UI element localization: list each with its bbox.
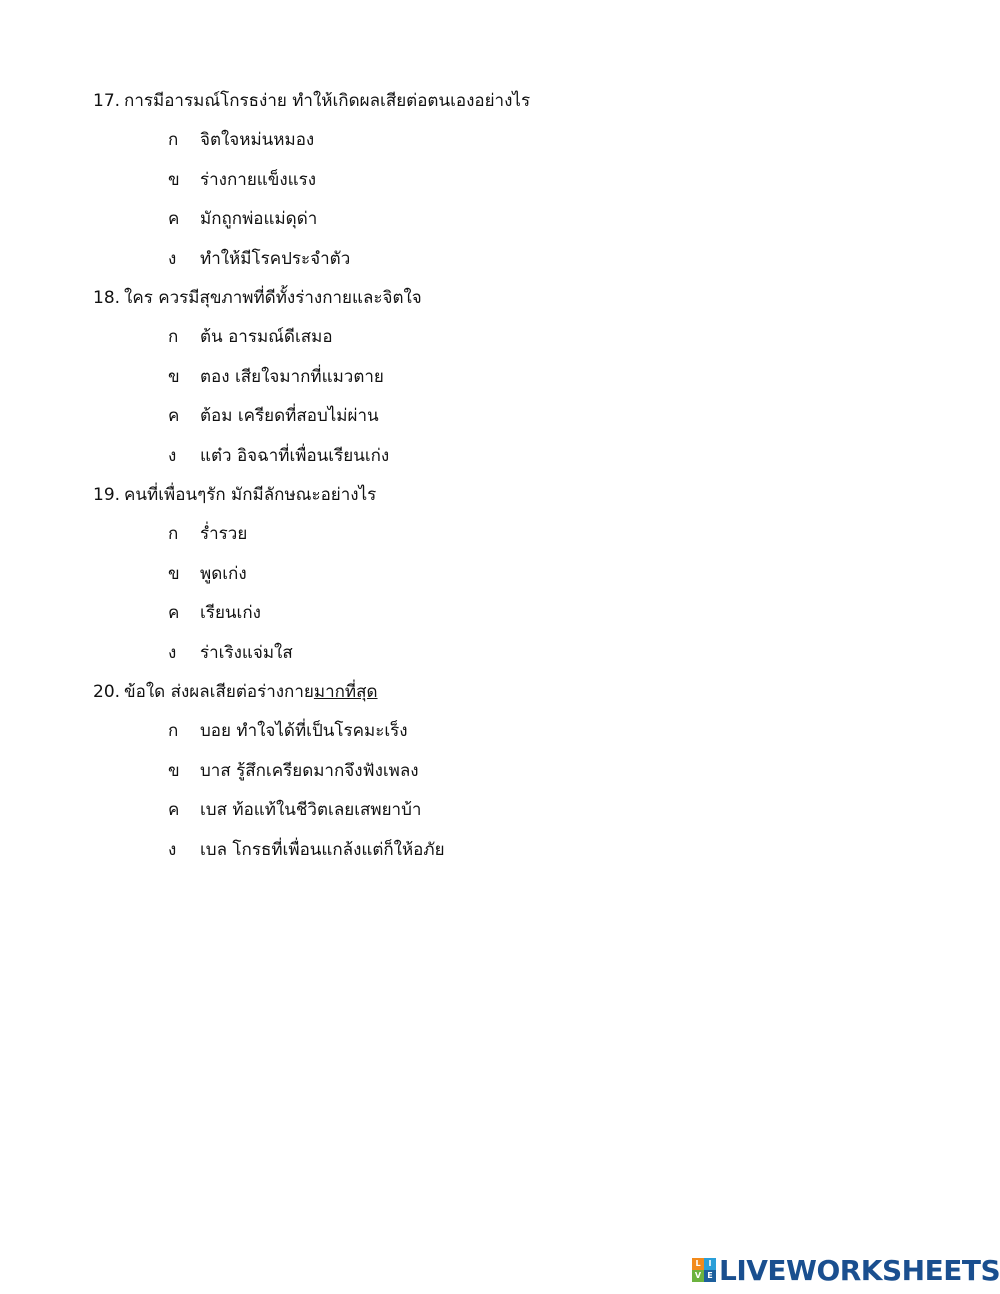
question-number: 19.: [93, 485, 121, 505]
question-19: [93, 483, 376, 507]
option-text: ร่ำรวย: [200, 524, 248, 544]
option-text: ร่างกายแข็งแรง: [200, 170, 317, 190]
option-text: มักถูกพ่อแม่ดุด่า: [200, 209, 318, 229]
question-17-option-b[interactable]: [168, 168, 316, 192]
question-19-option-a[interactable]: [168, 522, 247, 546]
question-18-option-d[interactable]: [168, 444, 389, 468]
option-letter: ง: [168, 643, 177, 663]
option-letter: ค: [168, 406, 180, 426]
option-text: แต๋ว อิจฉาที่เพื่อนเรียนเก่ง: [200, 446, 390, 466]
logo-mark-letter: I: [704, 1258, 716, 1270]
question-17-option-c[interactable]: [168, 207, 317, 231]
option-letter: ง: [168, 840, 177, 860]
question-18-option-a[interactable]: [168, 325, 333, 349]
liveworksheets-logo-icon: [692, 1258, 716, 1282]
question-text-emphasis: มากที่สุด: [313, 682, 378, 702]
question-18-option-b[interactable]: [168, 365, 384, 389]
question-20: [93, 680, 378, 704]
question-17-option-a[interactable]: [168, 128, 314, 152]
question-number: 18.: [93, 288, 121, 308]
option-letter: ข: [168, 367, 180, 387]
option-letter: ข: [168, 170, 180, 190]
question-19-option-b[interactable]: [168, 562, 247, 586]
question-19-option-d[interactable]: [168, 641, 293, 665]
option-letter: ก: [168, 327, 179, 347]
option-letter: ค: [168, 209, 180, 229]
question-number: 17.: [93, 91, 121, 111]
option-letter: ข: [168, 564, 180, 584]
option-text: ทำให้มีโรคประจำตัว: [200, 249, 351, 269]
option-text: เบล โกรธที่เพื่อนแกล้งแต่ก็ให้อภัย: [200, 840, 445, 860]
option-text: บาส รู้สึกเครียดมากจึงฟังเพลง: [200, 761, 419, 781]
option-letter: ก: [168, 130, 179, 150]
option-text: ร่าเริงแจ่มใส: [200, 643, 293, 663]
liveworksheets-logo: [692, 1253, 1000, 1287]
question-20-option-d[interactable]: [168, 838, 445, 862]
option-letter: ง: [168, 249, 177, 269]
question-text: ข้อใด ส่งผลเสียต่อร่างกาย: [124, 682, 314, 702]
option-letter: ข: [168, 761, 180, 781]
question-20-option-a[interactable]: [168, 719, 408, 743]
question-17-option-d[interactable]: [168, 247, 350, 271]
question-20-option-b[interactable]: [168, 759, 419, 783]
question-18-option-c[interactable]: [168, 404, 379, 428]
question-20-option-c[interactable]: [168, 798, 421, 822]
option-text: เรียนเก่ง: [200, 603, 261, 623]
option-text: เบส ท้อแท้ในชีวิตเลยเสพยาบ้า: [200, 800, 422, 820]
option-letter: ง: [168, 446, 177, 466]
option-text: ต้น อารมณ์ดีเสมอ: [200, 327, 333, 347]
question-text: ใคร ควรมีสุขภาพที่ดีทั้งร่างกายและจิตใจ: [124, 288, 422, 308]
option-letter: ค: [168, 800, 180, 820]
question-17: [93, 89, 530, 113]
option-letter: ก: [168, 721, 179, 741]
question-19-option-c[interactable]: [168, 601, 261, 625]
option-text: จิตใจหม่นหมอง: [200, 130, 315, 150]
logo-mark-letter: V: [692, 1270, 704, 1282]
question-number: 20.: [93, 682, 121, 702]
option-letter: ค: [168, 603, 180, 623]
option-text: ต้อม เครียดที่สอบไม่ผ่าน: [200, 406, 379, 426]
logo-mark-letter: E: [704, 1270, 716, 1282]
question-text: คนที่เพื่อนๆรัก มักมีลักษณะอย่างไร: [124, 485, 377, 505]
option-text: บอย ทำใจได้ที่เป็นโรคมะเร็ง: [200, 721, 408, 741]
question-18: [93, 286, 422, 310]
option-text: พูดเก่ง: [200, 564, 247, 584]
question-text: การมีอารมณ์โกรธง่าย ทำให้เกิดผลเสียต่อตนเองอย่างไร: [124, 91, 531, 111]
option-text: ตอง เสียใจมากที่แมวตาย: [200, 367, 384, 387]
logo-mark-letter: L: [692, 1258, 704, 1270]
option-letter: ก: [168, 524, 179, 544]
logo-text: LIVEWORKSHEETS: [719, 1253, 1000, 1287]
